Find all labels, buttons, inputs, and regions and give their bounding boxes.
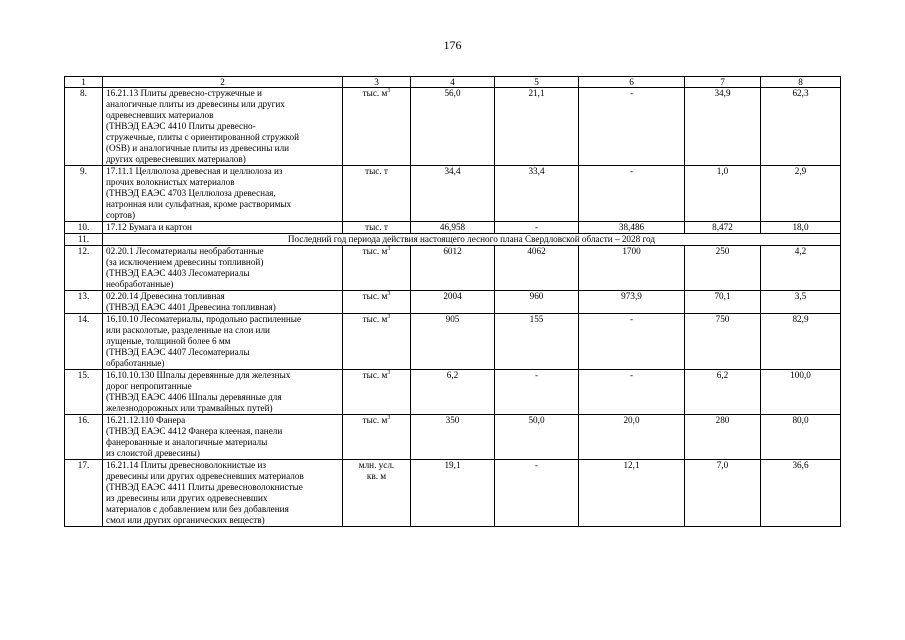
product-name-line: (ТНВЭД ЕАЭС 4406 Шпалы деревянные для — [106, 392, 282, 402]
unit-cell — [343, 291, 411, 314]
product-name-line: (ТНВЭД ЕАЭС 4703 Целлюлоза древесная, — [106, 188, 276, 198]
header-cell: 3 — [343, 77, 411, 88]
product-name-line: из древесины или других одревесневших — [106, 493, 268, 503]
product-name-line: 16.10.10.130 Шпалы деревянные для железных — [106, 370, 291, 380]
product-name-line: других одревесневших материалов) — [106, 154, 246, 164]
value-cell-v5: - — [495, 222, 579, 234]
product-name-line: железнодорожных или трамвайных путей) — [106, 403, 273, 413]
product-name-line: лущеные, толщиной более 6 мм — [106, 336, 231, 346]
header-cell: 4 — [411, 77, 495, 88]
value-cell-v6: - — [579, 314, 685, 370]
product-name-line: (ТНВЭД ЕАЭС 4410 Плиты древесно- — [106, 121, 256, 131]
value-cell-v7: 280 — [685, 415, 761, 460]
value-cell-v7: 1,0 — [685, 166, 761, 222]
unit-cell — [343, 246, 411, 291]
product-name — [103, 415, 343, 460]
unit-text: тыс. м — [362, 314, 388, 324]
product-name — [103, 222, 343, 234]
value-cell-v8: 100,0 — [761, 370, 841, 415]
unit-text: тыс. т — [365, 222, 388, 232]
product-name-line: смол или других органических веществ) — [106, 515, 265, 525]
product-name-line: 17.11.1 Целлюлоза древесная и целлюлоза из — [106, 166, 283, 176]
product-name-line: (ТНВЭД ЕАЭС 4403 Лесоматериалы — [106, 268, 250, 278]
product-name — [103, 314, 343, 370]
row-number: 9. — [65, 166, 103, 222]
product-name-line: 02.20.1 Лесоматериалы необработанные — [106, 246, 264, 256]
product-name-line: стружечные, плиты с ориентированной стружкой — [106, 132, 300, 142]
product-name-line: (ТНВЭД ЕАЭС 4411 Плиты древесноволокнистые — [106, 482, 303, 492]
unit-text: тыс. т — [365, 166, 388, 176]
product-name-line: 16.21.14 Плиты древесноволокнистые из — [106, 460, 267, 470]
value-cell-v5: 4062 — [495, 246, 579, 291]
row-number: 8. — [65, 88, 103, 166]
value-cell-v5: - — [495, 370, 579, 415]
unit-superscript: 3 — [387, 370, 391, 376]
row-number: 10. — [65, 222, 103, 234]
value-cell-v5: 155 — [495, 314, 579, 370]
table-row — [65, 370, 841, 415]
table-header-row — [65, 77, 841, 88]
value-cell-v7: 6,2 — [685, 370, 761, 415]
row-number: 12. — [65, 246, 103, 291]
product-name-line: сортов) — [106, 210, 136, 220]
value-cell-v8: 80,0 — [761, 415, 841, 460]
table-row — [65, 460, 841, 527]
unit-cell — [343, 415, 411, 460]
unit-superscript: 3 — [387, 291, 391, 297]
product-name-line: 16.21.12.110 Фанера — [106, 415, 186, 425]
value-cell-v8: 62,3 — [761, 88, 841, 166]
unit-text: тыс. м — [362, 291, 388, 301]
value-cell-v5: 21,1 — [495, 88, 579, 166]
product-name-line: (ТНВЭД ЕАЭС 4407 Лесоматериалы — [106, 347, 250, 357]
product-name-line: одревесневших материалов — [106, 110, 214, 120]
value-cell-v4: 350 — [411, 415, 495, 460]
unit-superscript: 3 — [387, 88, 391, 94]
unit-superscript: 3 — [387, 314, 391, 320]
product-name-line: фанерованные и аналогичные материалы — [106, 437, 268, 447]
value-cell-v5: 33,4 — [495, 166, 579, 222]
header-cell: 8 — [761, 77, 841, 88]
value-cell-v7: 34,9 — [685, 88, 761, 166]
page-number: 176 — [443, 38, 462, 52]
product-name-line: или расколотые, разделенные на слои или — [106, 325, 270, 335]
product-name-line: 02.20.14 Древесина топливная — [106, 291, 225, 301]
value-cell-v8: 3,5 — [761, 291, 841, 314]
value-cell-v8: 36,6 — [761, 460, 841, 527]
value-cell-v6: 12,1 — [579, 460, 685, 527]
value-cell-v5: - — [495, 460, 579, 527]
unit-text: тыс. м — [362, 246, 388, 256]
table-row — [65, 246, 841, 291]
table-row — [65, 415, 841, 460]
product-name — [103, 166, 343, 222]
product-name-line: аналогичные плиты из древесины или других — [106, 99, 285, 109]
row-number: 17. — [65, 460, 103, 527]
unit-text: тыс. м — [362, 415, 388, 425]
value-cell-v8: 4,2 — [761, 246, 841, 291]
row-number: 13. — [65, 291, 103, 314]
unit-text: тыс. м — [362, 88, 388, 98]
product-name-line: (ТНВЭД ЕАЭС 4401 Древесина топливная) — [106, 302, 276, 312]
unit-cell — [343, 222, 411, 234]
row-number: 15. — [65, 370, 103, 415]
product-name — [103, 460, 343, 527]
product-name — [103, 291, 343, 314]
value-cell-v7: 7,0 — [685, 460, 761, 527]
value-cell-v7: 250 — [685, 246, 761, 291]
value-cell-v4: 46,958 — [411, 222, 495, 234]
unit-cell — [343, 370, 411, 415]
product-name — [103, 88, 343, 166]
row-number: 14. — [65, 314, 103, 370]
unit-text: тыс. м — [362, 370, 388, 380]
value-cell-v6: 20,0 — [579, 415, 685, 460]
value-cell-v5: 50,0 — [495, 415, 579, 460]
product-name-line: натронная или сульфатная, кроме растворимых — [106, 199, 292, 209]
period-text: Последний год периода действия настоящего лесного плана Свердловской области – 2028 год — [103, 234, 841, 246]
row-number: 16. — [65, 415, 103, 460]
unit-cell — [343, 314, 411, 370]
product-name-line: дорог непропитанные — [106, 381, 192, 391]
value-cell-v6: - — [579, 88, 685, 166]
value-cell-v7: 8,472 — [685, 222, 761, 234]
unit-text-line2: кв. м — [366, 471, 387, 481]
product-name-line: обработанные) — [106, 358, 165, 368]
value-cell-v4: 34,4 — [411, 166, 495, 222]
value-cell-v4: 2004 — [411, 291, 495, 314]
row-number: 11. — [65, 234, 103, 246]
header-cell: 7 — [685, 77, 761, 88]
value-cell-v7: 750 — [685, 314, 761, 370]
value-cell-v4: 56,0 — [411, 88, 495, 166]
product-name-line: 16.10.10 Лесоматериалы, продольно распиленные — [106, 314, 302, 324]
table-row — [65, 314, 841, 370]
header-cell: 6 — [579, 77, 685, 88]
value-cell-v6: 973,9 — [579, 291, 685, 314]
unit-superscript: 3 — [387, 415, 391, 421]
product-name-line: 16.21.13 Плиты древесно-стружечные и — [106, 88, 262, 98]
table-row — [65, 222, 841, 234]
table-row — [65, 291, 841, 314]
unit-cell — [343, 460, 411, 527]
unit-superscript: 3 — [387, 246, 391, 252]
product-name — [103, 246, 343, 291]
value-cell-v6: 1700 — [579, 246, 685, 291]
value-cell-v7: 70,1 — [685, 291, 761, 314]
header-cell: 2 — [103, 77, 343, 88]
product-name-line: 17.12 Бумага и картон — [106, 222, 192, 232]
product-name-line: (OSB) и аналогичные плиты из древесины или — [106, 143, 290, 153]
period-row — [65, 234, 841, 246]
product-name-line: материалов с добавлением или без добавления — [106, 504, 289, 514]
value-cell-v8: 82,9 — [761, 314, 841, 370]
value-cell-v4: 905 — [411, 314, 495, 370]
table-row — [65, 88, 841, 166]
product-name — [103, 370, 343, 415]
unit-text: млн. усл. — [358, 460, 395, 470]
unit-cell — [343, 166, 411, 222]
product-name-line: необработанные) — [106, 279, 174, 289]
product-name-line: прочих волокнистых материалов — [106, 177, 235, 187]
value-cell-v4: 6012 — [411, 246, 495, 291]
header-cell: 1 — [65, 77, 103, 88]
unit-cell — [343, 88, 411, 166]
value-cell-v8: 18,0 — [761, 222, 841, 234]
value-cell-v5: 960 — [495, 291, 579, 314]
value-cell-v8: 2,9 — [761, 166, 841, 222]
header-cell: 5 — [495, 77, 579, 88]
product-name-line: древесины или других одревесневших материалов — [106, 471, 304, 481]
value-cell-v6: 38,486 — [579, 222, 685, 234]
value-cell-v6: - — [579, 370, 685, 415]
table-row — [65, 166, 841, 222]
product-name-line: из слоистой древесины) — [106, 448, 200, 458]
value-cell-v6: - — [579, 166, 685, 222]
products-table — [64, 76, 841, 527]
value-cell-v4: 6,2 — [411, 370, 495, 415]
value-cell-v4: 19,1 — [411, 460, 495, 527]
product-name-line: (за исключением древесины топливной) — [106, 257, 264, 267]
product-name-line: (ТНВЭД ЕАЭС 4412 Фанера клееная, панели — [106, 426, 283, 436]
